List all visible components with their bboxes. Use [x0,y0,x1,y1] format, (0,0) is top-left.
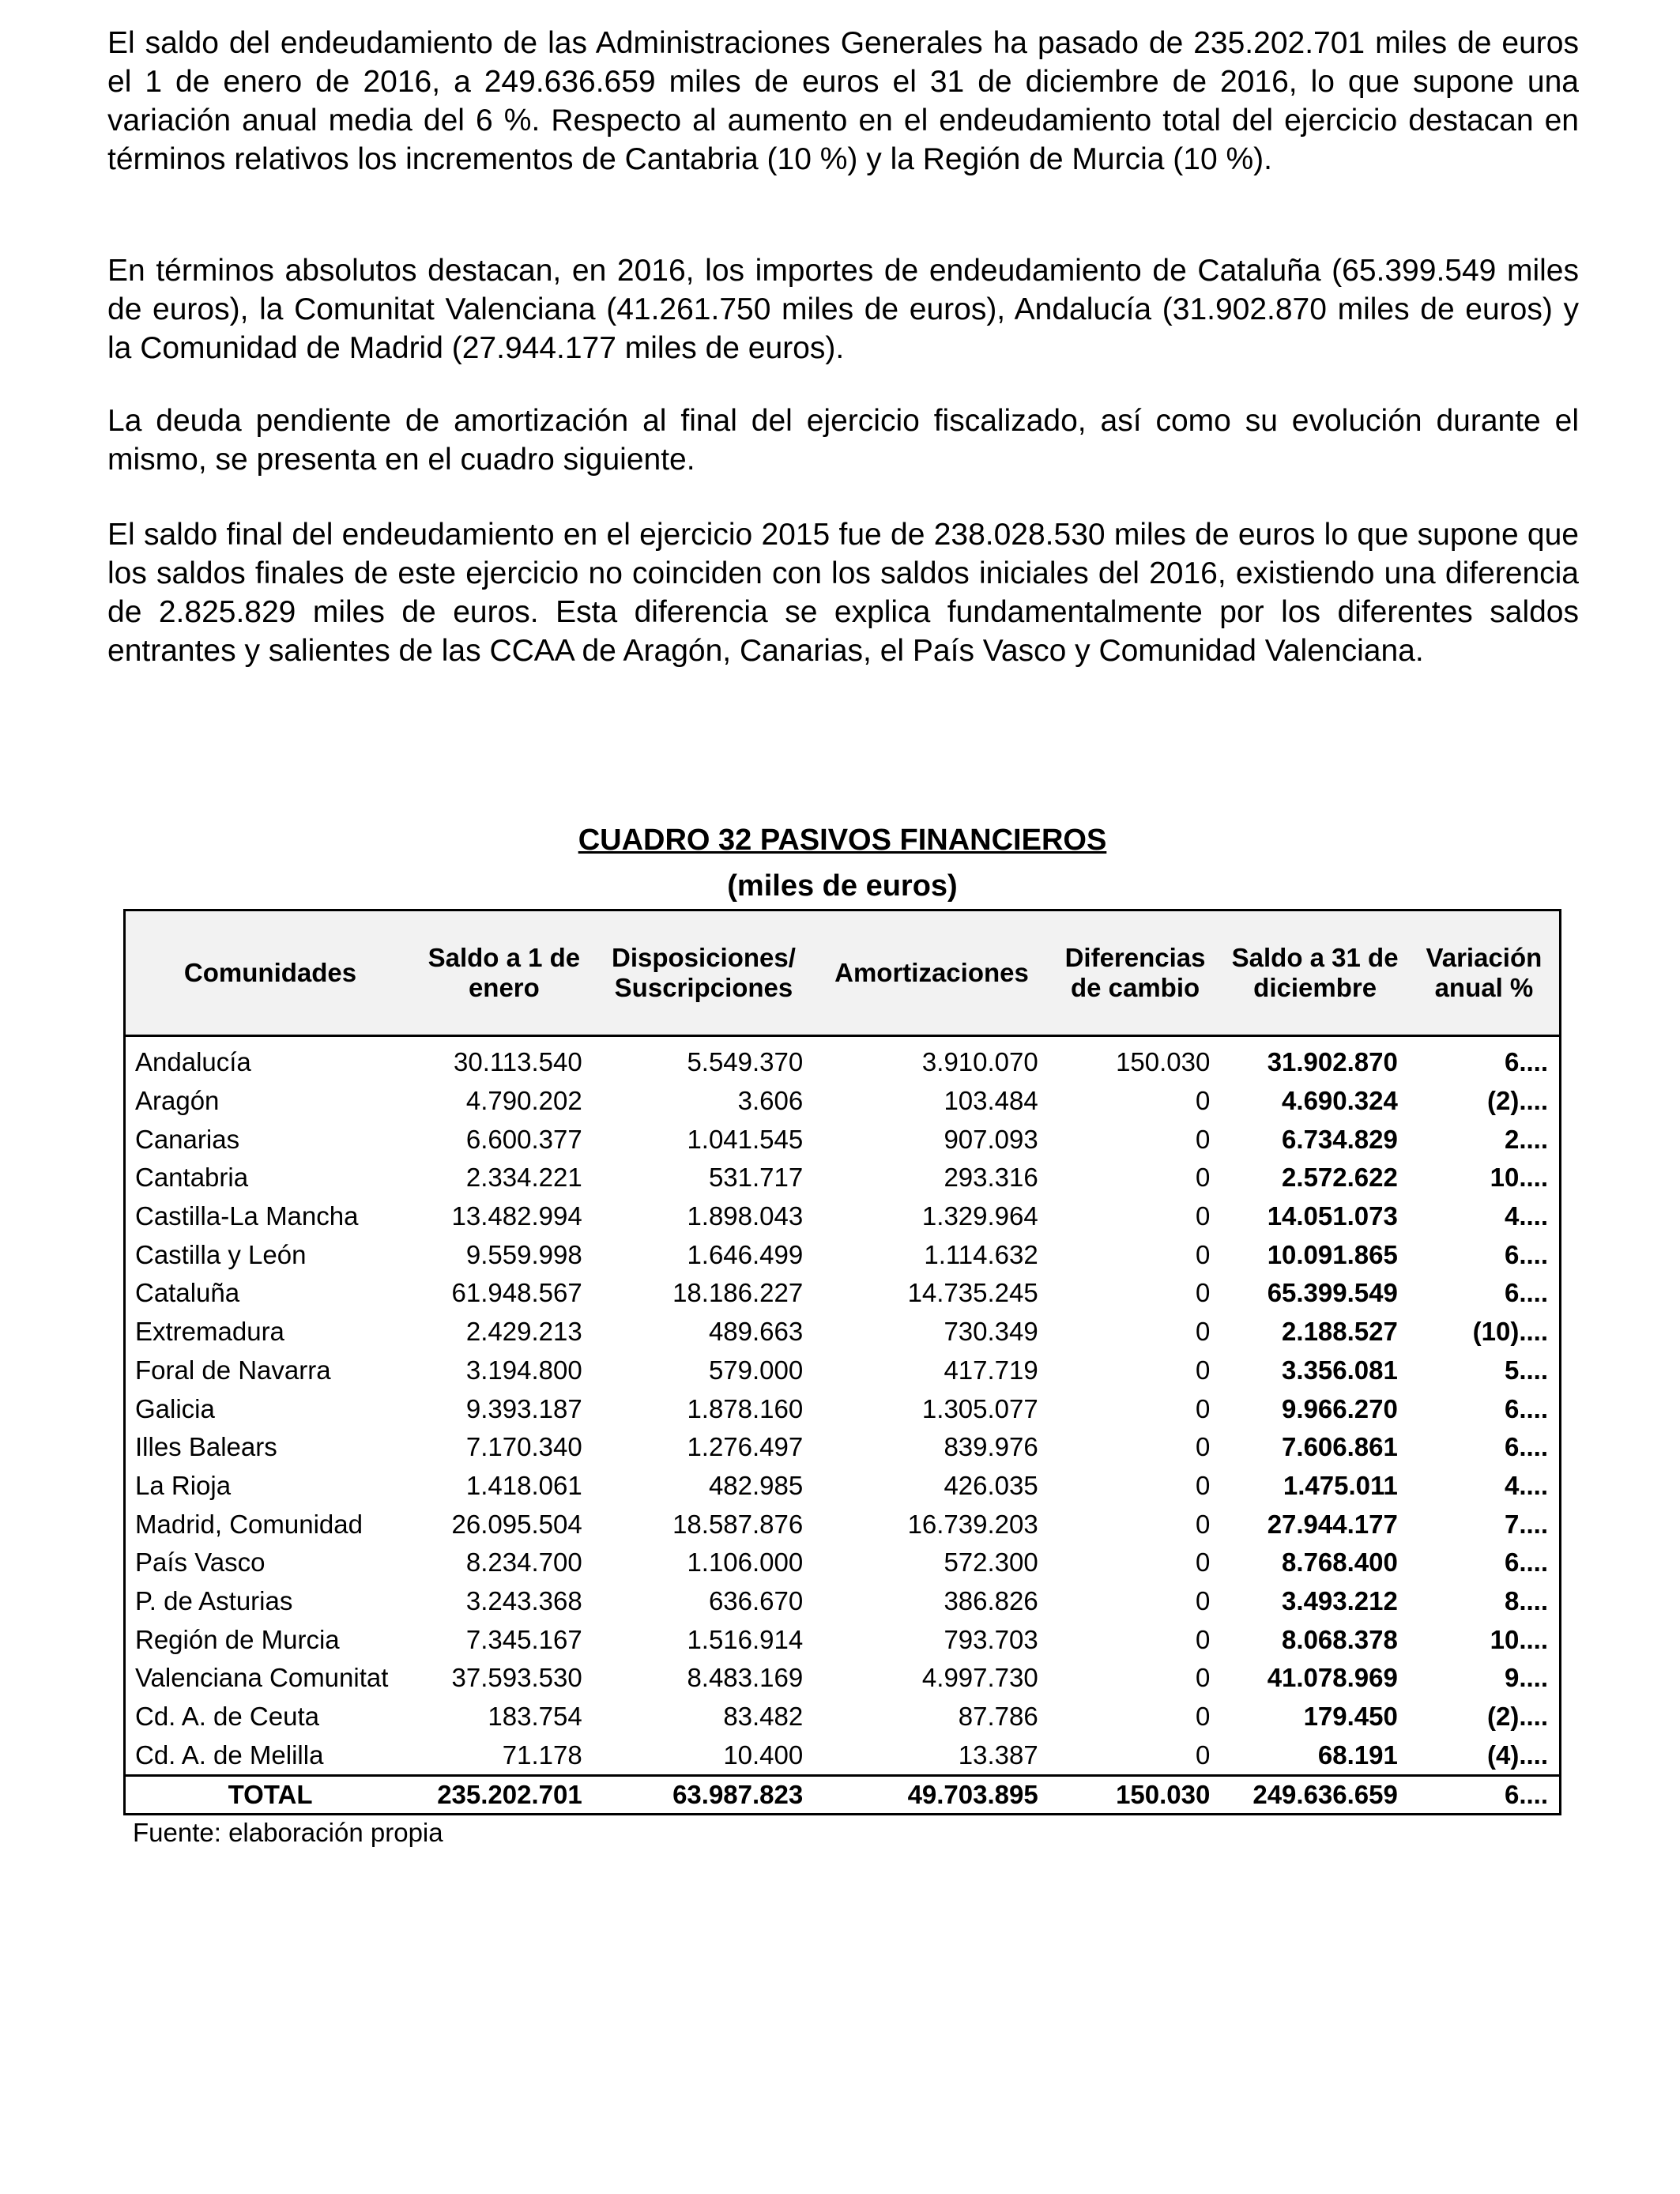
cell-diferencias-cambio: 0 [1196,1201,1211,1231]
table-row [125,1659,1561,1698]
cell-variacion-anual: (2).... [1409,1698,1561,1736]
cell-saldo-final: 10.091.865 [1267,1239,1398,1269]
cell-diferencias-cambio: 0 [1196,1393,1211,1423]
cell-variacion-anual: 2.... [1409,1120,1561,1159]
table-title: CUADRO 32 PASIVOS FINANCIEROS [578,824,1107,857]
total-saldo-final: 249.636.659 [1221,1776,1408,1815]
cell-comunidad: Canarias [125,1120,416,1159]
cell-disposiciones: 1.646.499 [687,1239,804,1269]
cell-amortizaciones: 293.316 [944,1163,1038,1193]
cell-diferencias-cambio: 0 [1196,1355,1211,1385]
cell-saldo-final: 3.356.081 [1282,1355,1398,1385]
cell-amortizaciones: 426.035 [944,1470,1038,1500]
cell-comunidad: La Rioja [125,1467,416,1506]
cell-comunidad: Foral de Navarra [125,1351,416,1390]
cell-amortizaciones: 1.329.964 [921,1201,1038,1231]
cell-saldo-final: 31.902.870 [1267,1047,1398,1077]
cell-diferencias-cambio: 0 [1196,1702,1211,1732]
table-body [125,1036,1561,1776]
cell-diferencias-cambio: 0 [1196,1163,1211,1193]
cell-variacion-anual: (10).... [1409,1313,1561,1351]
cell-saldo-inicial: 183.754 [488,1702,582,1732]
cell-saldo-final: 68.191 [1317,1740,1398,1770]
cell-comunidad: Cantabria [125,1159,416,1197]
cell-disposiciones: 18.186.227 [672,1278,804,1308]
paragraph-terminos-absolutos: En términos absolutos destacan, en 2016, los importes de endeudamiento de Cataluña (65.399.549 miles de euros), la Comunitat Valenciana (41.261.750 miles de euros), Andalucía (31.902.870 miles de euros) y la Comunidad de Madrid (27.944.177 miles de euros). [107,254,1579,365]
cell-diferencias-cambio: 0 [1196,1663,1211,1693]
cell-disposiciones: 83.482 [723,1702,804,1732]
header-variacion-anual: Variación anual % [1409,910,1561,1036]
cell-disposiciones: 531.717 [708,1163,804,1193]
cell-diferencias-cambio: 0 [1196,1624,1211,1654]
cell-diferencias-cambio: 0 [1196,1470,1211,1500]
cell-comunidad: Castilla-La Mancha [125,1197,416,1236]
cell-variacion-anual: (4).... [1409,1736,1561,1775]
cell-saldo-inicial: 3.194.800 [465,1355,582,1385]
cell-comunidad: P. de Asturias [125,1582,416,1621]
cell-amortizaciones: 417.719 [944,1355,1038,1385]
cell-amortizaciones: 103.484 [944,1086,1038,1116]
cell-amortizaciones: 13.387 [958,1740,1038,1770]
cell-comunidad: Illes Balears [125,1428,416,1467]
cell-variacion-anual: 4.... [1409,1467,1561,1506]
cell-variacion-anual: 6.... [1409,1389,1561,1428]
table-row [125,1698,1561,1736]
cell-saldo-final: 7.606.861 [1282,1432,1398,1462]
table-row [125,1736,1561,1775]
cell-variacion-anual: 8.... [1409,1582,1561,1621]
table-row [125,1197,1561,1236]
cell-comunidad: Valenciana Comunitat [125,1659,416,1698]
cell-saldo-inicial: 3.243.368 [465,1585,582,1615]
cell-variacion-anual: 6.... [1409,1036,1561,1082]
cell-comunidad: Andalucía [125,1036,416,1082]
table-source-note: Fuente: elaboración propia [133,1818,443,1847]
table-row [125,1235,1561,1274]
cell-diferencias-cambio: 0 [1196,1317,1211,1347]
cell-disposiciones: 1.276.497 [687,1432,804,1462]
total-disposiciones: 63.987.823 [593,1776,815,1815]
cell-saldo-inicial: 4.790.202 [465,1086,582,1116]
cell-disposiciones: 3.606 [737,1086,804,1116]
cell-diferencias-cambio: 0 [1196,1278,1211,1308]
table-row [125,1544,1561,1582]
cell-variacion-anual: 6.... [1409,1274,1561,1313]
total-amortizaciones: 49.703.895 [814,1776,1049,1815]
cell-amortizaciones: 16.739.203 [907,1509,1038,1539]
header-comunidades: Comunidades [125,910,416,1036]
cell-diferencias-cambio: 0 [1196,1740,1211,1770]
cell-saldo-inicial: 7.170.340 [465,1432,582,1462]
cell-saldo-final: 65.399.549 [1267,1278,1398,1308]
cell-amortizaciones: 87.786 [958,1702,1038,1732]
cell-disposiciones: 1.878.160 [687,1393,804,1423]
cell-saldo-inicial: 30.113.540 [453,1047,582,1077]
cell-disposiciones: 1.516.914 [687,1624,804,1654]
cell-disposiciones: 489.663 [708,1317,804,1347]
cell-variacion-anual: 6.... [1409,1544,1561,1582]
cell-variacion-anual: 10.... [1409,1159,1561,1197]
table-row [125,1467,1561,1506]
cell-amortizaciones: 730.349 [944,1317,1038,1347]
cell-disposiciones: 8.483.169 [687,1663,804,1693]
total-saldo-inicial: 235.202.701 [415,1776,593,1815]
cell-comunidad: Castilla y León [125,1235,416,1274]
header-saldo-inicial: Saldo a 1 de enero [415,910,593,1036]
cell-saldo-final: 41.078.969 [1267,1663,1398,1693]
cell-disposiciones: 10.400 [723,1740,804,1770]
header-disposiciones: Disposiciones/ Suscripciones [593,910,815,1036]
cell-diferencias-cambio: 0 [1196,1086,1211,1116]
table-header-row [125,910,1561,1036]
cell-diferencias-cambio: 0 [1196,1239,1211,1269]
table-subtitle: (miles de euros) [727,869,958,903]
cell-variacion-anual: 9.... [1409,1659,1561,1698]
cell-diferencias-cambio: 0 [1196,1547,1211,1578]
table-row [125,1274,1561,1313]
table-row [125,1120,1561,1159]
cell-comunidad: Aragón [125,1082,416,1121]
cell-variacion-anual: 6.... [1409,1235,1561,1274]
cell-variacion-anual: 4.... [1409,1197,1561,1236]
header-diferencias-cambio: Diferencias de cambio [1049,910,1222,1036]
cell-disposiciones: 579.000 [708,1355,804,1385]
cell-comunidad: Cataluña [125,1274,416,1313]
cell-saldo-inicial: 9.393.187 [465,1393,582,1423]
table-row [125,1620,1561,1659]
cell-saldo-inicial: 2.429.213 [465,1317,582,1347]
cell-saldo-inicial: 9.559.998 [465,1239,582,1269]
cell-amortizaciones: 386.826 [944,1585,1038,1615]
cell-saldo-inicial: 6.600.377 [465,1124,582,1154]
table-row [125,1505,1561,1544]
cell-saldo-final: 2.572.622 [1282,1163,1398,1193]
cell-amortizaciones: 572.300 [944,1547,1038,1578]
cell-saldo-final: 179.450 [1303,1702,1398,1732]
cell-saldo-inicial: 71.178 [502,1740,582,1770]
cell-comunidad: Cd. A. de Melilla [125,1736,416,1775]
cell-diferencias-cambio: 0 [1196,1124,1211,1154]
table-row [125,1036,1561,1082]
cell-disposiciones: 1.041.545 [687,1124,804,1154]
table-row [125,1428,1561,1467]
cell-saldo-inicial: 13.482.994 [451,1201,582,1231]
cell-amortizaciones: 1.305.077 [921,1393,1038,1423]
total-diferencias-cambio: 150.030 [1049,1776,1222,1815]
cell-saldo-final: 27.944.177 [1267,1509,1398,1539]
table-row [125,1159,1561,1197]
cell-diferencias-cambio: 0 [1196,1585,1211,1615]
cell-comunidad: Galicia [125,1389,416,1428]
cell-amortizaciones: 793.703 [944,1624,1038,1654]
cell-diferencias-cambio: 0 [1196,1432,1211,1462]
cell-disposiciones: 1.106.000 [687,1547,804,1578]
cell-variacion-anual: 10.... [1409,1620,1561,1659]
cell-variacion-anual: (2).... [1409,1082,1561,1121]
header-saldo-final: Saldo a 31 de diciembre [1221,910,1408,1036]
pasivos-financieros-table [123,909,1561,1815]
cell-disposiciones: 482.985 [708,1470,804,1500]
cell-saldo-final: 9.966.270 [1282,1393,1398,1423]
cell-diferencias-cambio: 150.030 [1116,1047,1211,1077]
cell-amortizaciones: 3.910.070 [921,1047,1038,1077]
cell-saldo-final: 3.493.212 [1282,1585,1398,1615]
cell-saldo-final: 14.051.073 [1267,1201,1398,1231]
cell-saldo-final: 8.768.400 [1282,1547,1398,1578]
cell-disposiciones: 636.670 [708,1585,804,1615]
table-total-row [125,1776,1561,1815]
cell-saldo-final: 8.068.378 [1282,1624,1398,1654]
cell-amortizaciones: 4.997.730 [921,1663,1038,1693]
cell-amortizaciones: 907.093 [944,1124,1038,1154]
cell-comunidad: Región de Murcia [125,1620,416,1659]
cell-disposiciones: 18.587.876 [672,1509,804,1539]
cell-saldo-inicial: 26.095.504 [451,1509,582,1539]
cell-saldo-final: 2.188.527 [1282,1317,1398,1347]
cell-saldo-inicial: 7.345.167 [465,1624,582,1654]
cell-comunidad: Madrid, Comunidad [125,1505,416,1544]
cell-saldo-inicial: 1.418.061 [465,1470,582,1500]
cell-variacion-anual: 6.... [1409,1428,1561,1467]
cell-disposiciones: 5.549.370 [687,1047,804,1077]
table-row [125,1389,1561,1428]
paragraph-saldo-final-2015: El saldo final del endeudamiento en el ejercicio 2015 fue de 238.028.530 miles de euros lo que supone que los saldos finales de este ejercicio no coinciden con los saldos iniciales del 2016, existiendo una diferencia de 2.825.829 miles de euros. Esta diferencia se explica fundamentalmente por los diferentes saldos entrantes y salientes de las CCAA de Aragón, Canarias, el País Vasco y Comunidad Valenciana. [107,518,1579,668]
cell-disposiciones: 1.898.043 [687,1201,804,1231]
cell-variacion-anual: 5.... [1409,1351,1561,1390]
cell-variacion-anual: 7.... [1409,1505,1561,1544]
cell-saldo-final: 4.690.324 [1282,1086,1398,1116]
cell-saldo-final: 6.734.829 [1282,1124,1398,1154]
total-label: TOTAL [125,1776,416,1815]
cell-saldo-inicial: 37.593.530 [451,1663,582,1693]
paragraph-deuda-pendiente: La deuda pendiente de amortización al final del ejercicio fiscalizado, así como su evolución durante el mismo, se presenta en el cuadro siguiente. [107,404,1579,477]
cell-saldo-inicial: 8.234.700 [465,1547,582,1578]
cell-saldo-inicial: 2.334.221 [465,1163,582,1193]
cell-amortizaciones: 839.976 [944,1432,1038,1462]
table-row [125,1351,1561,1390]
table-row [125,1082,1561,1121]
cell-amortizaciones: 1.114.632 [924,1239,1038,1269]
paragraph-saldo-endeudamiento: El saldo del endeudamiento de las Administraciones Generales ha pasado de 235.202.701 miles de euros el 1 de enero de 2016, a 249.636.659 miles de euros el 31 de diciembre de 2016, lo que supone una variación anual media del 6 %. Respecto al aumento en el endeudamiento total del ejercicio destacan en términos relativos los incrementos de Cantabria (10 %) y la Región de Murcia (10 %). [107,26,1579,176]
cell-saldo-inicial: 61.948.567 [451,1278,582,1308]
table-row [125,1582,1561,1621]
cell-comunidad: Extremadura [125,1313,416,1351]
cell-diferencias-cambio: 0 [1196,1509,1211,1539]
cell-comunidad: País Vasco [125,1544,416,1582]
header-amortizaciones: Amortizaciones [814,910,1049,1036]
total-variacion-anual: 6.... [1409,1776,1561,1815]
cell-amortizaciones: 14.735.245 [907,1278,1038,1308]
cell-saldo-final: 1.475.011 [1283,1470,1398,1500]
cell-comunidad: Cd. A. de Ceuta [125,1698,416,1736]
table-row [125,1313,1561,1351]
